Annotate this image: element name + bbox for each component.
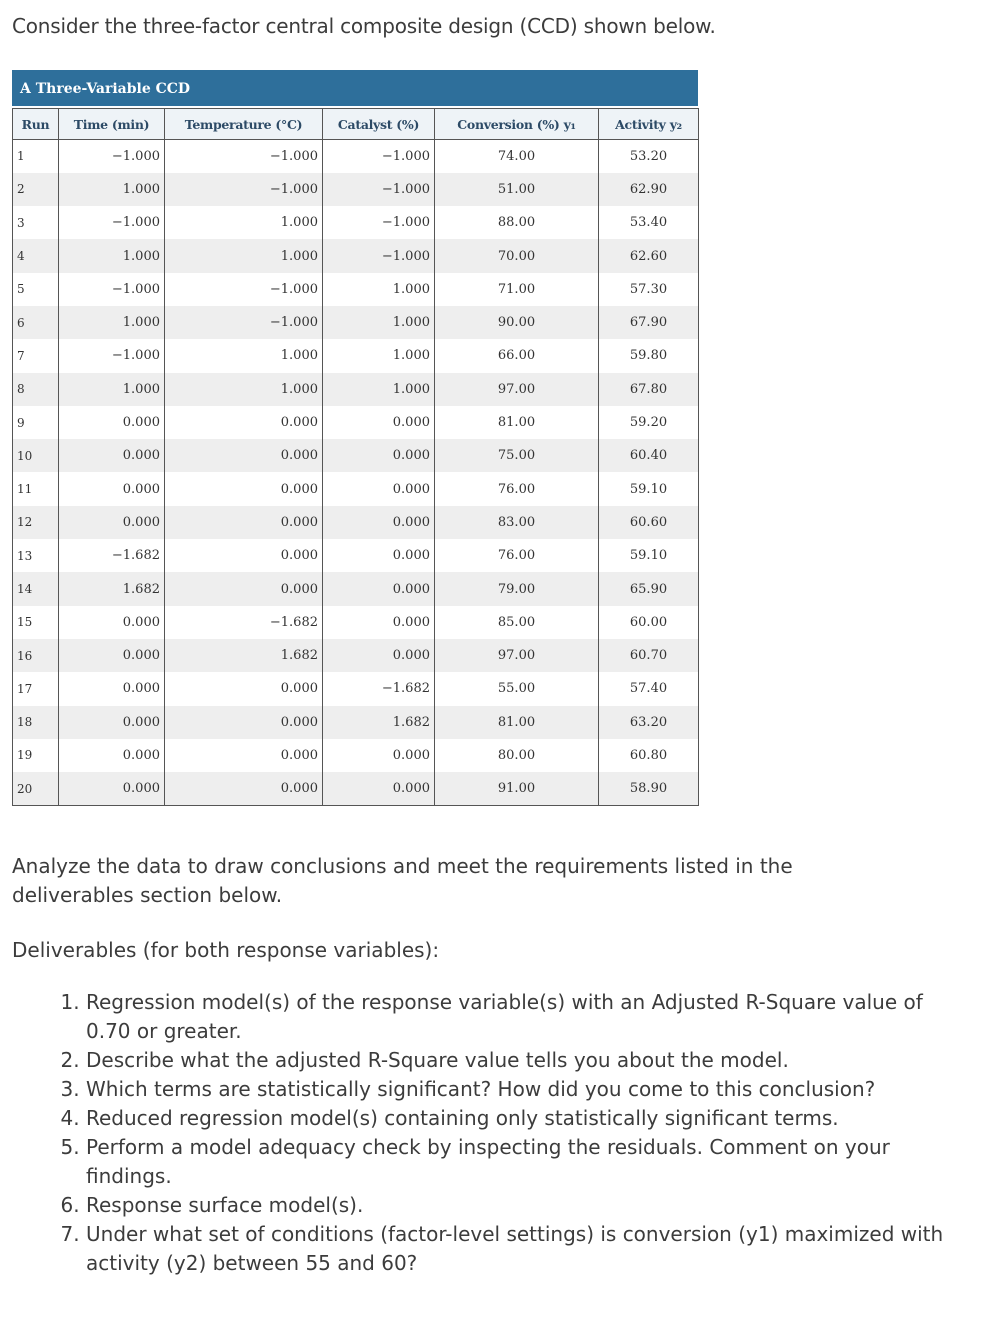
cell-time: 1.000: [59, 239, 165, 272]
table-row: [13, 672, 699, 705]
cell-catalyst: 1.000: [323, 306, 435, 339]
cell-catalyst: 0.000: [323, 639, 435, 672]
cell-time: 0.000: [59, 706, 165, 739]
table-row: [13, 439, 699, 472]
cell-temperature: −1.000: [165, 306, 323, 339]
deliverable-item: 4. Reduced regression model(s) containing only statistically significant terms.: [86, 1104, 966, 1133]
cell-conversion: 71.00: [435, 273, 599, 306]
header-activity: Activity y₂: [599, 109, 699, 140]
cell-activity: 57.30: [599, 273, 699, 306]
table-body: [13, 140, 699, 806]
table-row: [13, 706, 699, 739]
cell-activity: 67.90: [599, 306, 699, 339]
cell-conversion: 81.00: [435, 406, 599, 439]
cell-temperature: 0.000: [165, 672, 323, 705]
cell-catalyst: 0.000: [323, 472, 435, 505]
cell-conversion: 97.00: [435, 373, 599, 406]
cell-time: −1.000: [59, 206, 165, 239]
cell-activity: 57.40: [599, 672, 699, 705]
cell-catalyst: 0.000: [323, 439, 435, 472]
cell-time: 0.000: [59, 606, 165, 639]
cell-time: 1.000: [59, 173, 165, 206]
cell-activity: 60.40: [599, 439, 699, 472]
cell-conversion: 81.00: [435, 706, 599, 739]
header-conversion: Conversion (%) y₁: [435, 109, 599, 140]
header-temperature: Temperature (°C): [165, 109, 323, 140]
header-run: Run: [13, 109, 59, 140]
cell-temperature: 0.000: [165, 539, 323, 572]
cell-activity: 59.80: [599, 339, 699, 372]
deliverable-item: 3. Which terms are statistically significant? How did you come to this conclusion?: [86, 1075, 966, 1104]
cell-activity: 53.40: [599, 206, 699, 239]
cell-catalyst: −1.682: [323, 672, 435, 705]
cell-activity: 67.80: [599, 373, 699, 406]
cell-conversion: 97.00: [435, 639, 599, 672]
cell-catalyst: 1.000: [323, 339, 435, 372]
cell-run: 16: [13, 639, 59, 672]
cell-run: 10: [13, 439, 59, 472]
cell-activity: 60.60: [599, 506, 699, 539]
cell-activity: 59.10: [599, 472, 699, 505]
cell-conversion: 83.00: [435, 506, 599, 539]
cell-catalyst: −1.000: [323, 173, 435, 206]
cell-run: 19: [13, 739, 59, 772]
cell-activity: 60.80: [599, 739, 699, 772]
cell-temperature: −1.682: [165, 606, 323, 639]
table-row: [13, 239, 699, 272]
cell-catalyst: 0.000: [323, 772, 435, 805]
table-row: [13, 206, 699, 239]
cell-catalyst: 0.000: [323, 539, 435, 572]
intro-text: Consider the three-factor central composite design (CCD) shown below.: [12, 14, 716, 38]
cell-activity: 60.70: [599, 639, 699, 672]
table-row: [13, 639, 699, 672]
cell-conversion: 80.00: [435, 739, 599, 772]
cell-temperature: 1.000: [165, 206, 323, 239]
cell-time: −1.000: [59, 140, 165, 173]
cell-run: 11: [13, 472, 59, 505]
cell-activity: 63.20: [599, 706, 699, 739]
deliverable-item: 7. Under what set of conditions (factor-level settings) is conversion (y1) maximized with activity (y2) between 55 and 60?: [86, 1220, 966, 1278]
cell-time: −1.682: [59, 539, 165, 572]
cell-run: 5: [13, 273, 59, 306]
header-catalyst: Catalyst (%): [323, 109, 435, 140]
cell-catalyst: −1.000: [323, 239, 435, 272]
cell-conversion: 66.00: [435, 339, 599, 372]
cell-run: 3: [13, 206, 59, 239]
cell-time: 0.000: [59, 772, 165, 805]
cell-run: 15: [13, 606, 59, 639]
table-row: [13, 140, 699, 173]
cell-run: 2: [13, 173, 59, 206]
cell-run: 13: [13, 539, 59, 572]
deliverable-item: 5. Perform a model adequacy check by inspecting the residuals. Comment on your findings.: [86, 1133, 966, 1191]
analyze-text: Analyze the data to draw conclusions and meet the requirements listed in the deliverables section below.: [12, 854, 793, 907]
table-row: [13, 772, 699, 805]
cell-run: 6: [13, 306, 59, 339]
cell-catalyst: 1.000: [323, 273, 435, 306]
cell-temperature: 0.000: [165, 772, 323, 805]
cell-time: −1.000: [59, 273, 165, 306]
table-row: [13, 306, 699, 339]
cell-run: 4: [13, 239, 59, 272]
deliverables-list: [52, 988, 966, 1278]
cell-run: 17: [13, 672, 59, 705]
cell-temperature: 1.682: [165, 639, 323, 672]
cell-run: 14: [13, 572, 59, 605]
cell-conversion: 90.00: [435, 306, 599, 339]
cell-temperature: 1.000: [165, 239, 323, 272]
table-title: A Three-Variable CCD: [12, 70, 698, 108]
cell-catalyst: 0.000: [323, 739, 435, 772]
cell-conversion: 91.00: [435, 772, 599, 805]
deliverable-item: 6. Response surface model(s).: [86, 1191, 966, 1220]
cell-run: 12: [13, 506, 59, 539]
cell-catalyst: −1.000: [323, 140, 435, 173]
cell-activity: 62.60: [599, 239, 699, 272]
cell-time: 0.000: [59, 739, 165, 772]
table-row: [13, 539, 699, 572]
cell-conversion: 55.00: [435, 672, 599, 705]
cell-catalyst: 1.682: [323, 706, 435, 739]
cell-conversion: 88.00: [435, 206, 599, 239]
cell-run: 18: [13, 706, 59, 739]
cell-conversion: 76.00: [435, 539, 599, 572]
cell-catalyst: 1.000: [323, 373, 435, 406]
cell-run: 7: [13, 339, 59, 372]
cell-time: 0.000: [59, 472, 165, 505]
cell-time: 0.000: [59, 439, 165, 472]
cell-conversion: 79.00: [435, 572, 599, 605]
table-row: [13, 173, 699, 206]
cell-conversion: 76.00: [435, 472, 599, 505]
cell-temperature: 1.000: [165, 373, 323, 406]
deliverables-heading: Deliverables (for both response variables):: [12, 938, 440, 962]
cell-temperature: 0.000: [165, 706, 323, 739]
deliverable-item: 2. Describe what the adjusted R-Square value tells you about the model.: [86, 1046, 966, 1075]
cell-activity: 60.00: [599, 606, 699, 639]
table-row: [13, 506, 699, 539]
cell-time: 1.682: [59, 572, 165, 605]
cell-catalyst: 0.000: [323, 406, 435, 439]
cell-time: 1.000: [59, 373, 165, 406]
cell-activity: 65.90: [599, 572, 699, 605]
cell-temperature: 0.000: [165, 572, 323, 605]
table-row: [13, 606, 699, 639]
cell-catalyst: 0.000: [323, 506, 435, 539]
cell-run: 8: [13, 373, 59, 406]
cell-run: 9: [13, 406, 59, 439]
cell-conversion: 51.00: [435, 173, 599, 206]
ccd-table-container: [12, 70, 698, 806]
cell-temperature: −1.000: [165, 173, 323, 206]
cell-temperature: 0.000: [165, 739, 323, 772]
table-row: [13, 572, 699, 605]
cell-conversion: 74.00: [435, 140, 599, 173]
table-row: [13, 739, 699, 772]
cell-catalyst: −1.000: [323, 206, 435, 239]
cell-time: 0.000: [59, 406, 165, 439]
header-time: Time (min): [59, 109, 165, 140]
cell-activity: 59.20: [599, 406, 699, 439]
cell-activity: 58.90: [599, 772, 699, 805]
table-header-row: [13, 109, 699, 140]
cell-run: 1: [13, 140, 59, 173]
cell-time: 0.000: [59, 672, 165, 705]
cell-temperature: −1.000: [165, 140, 323, 173]
table-row: [13, 406, 699, 439]
cell-time: −1.000: [59, 339, 165, 372]
cell-temperature: 0.000: [165, 506, 323, 539]
cell-activity: 53.20: [599, 140, 699, 173]
table-row: [13, 472, 699, 505]
cell-time: 1.000: [59, 306, 165, 339]
cell-time: 0.000: [59, 506, 165, 539]
table-row: [13, 373, 699, 406]
cell-catalyst: 0.000: [323, 606, 435, 639]
table-row: [13, 273, 699, 306]
deliverable-item: 1. Regression model(s) of the response variable(s) with an Adjusted R-Square value of 0.70 or greater.: [86, 988, 966, 1046]
cell-activity: 62.90: [599, 173, 699, 206]
cell-temperature: 0.000: [165, 472, 323, 505]
cell-conversion: 75.00: [435, 439, 599, 472]
cell-temperature: 1.000: [165, 339, 323, 372]
cell-temperature: 0.000: [165, 439, 323, 472]
cell-conversion: 85.00: [435, 606, 599, 639]
cell-activity: 59.10: [599, 539, 699, 572]
cell-time: 0.000: [59, 639, 165, 672]
cell-run: 20: [13, 772, 59, 805]
cell-catalyst: 0.000: [323, 572, 435, 605]
table-row: [13, 339, 699, 372]
cell-temperature: 0.000: [165, 406, 323, 439]
cell-temperature: −1.000: [165, 273, 323, 306]
cell-conversion: 70.00: [435, 239, 599, 272]
ccd-table: [12, 108, 699, 806]
